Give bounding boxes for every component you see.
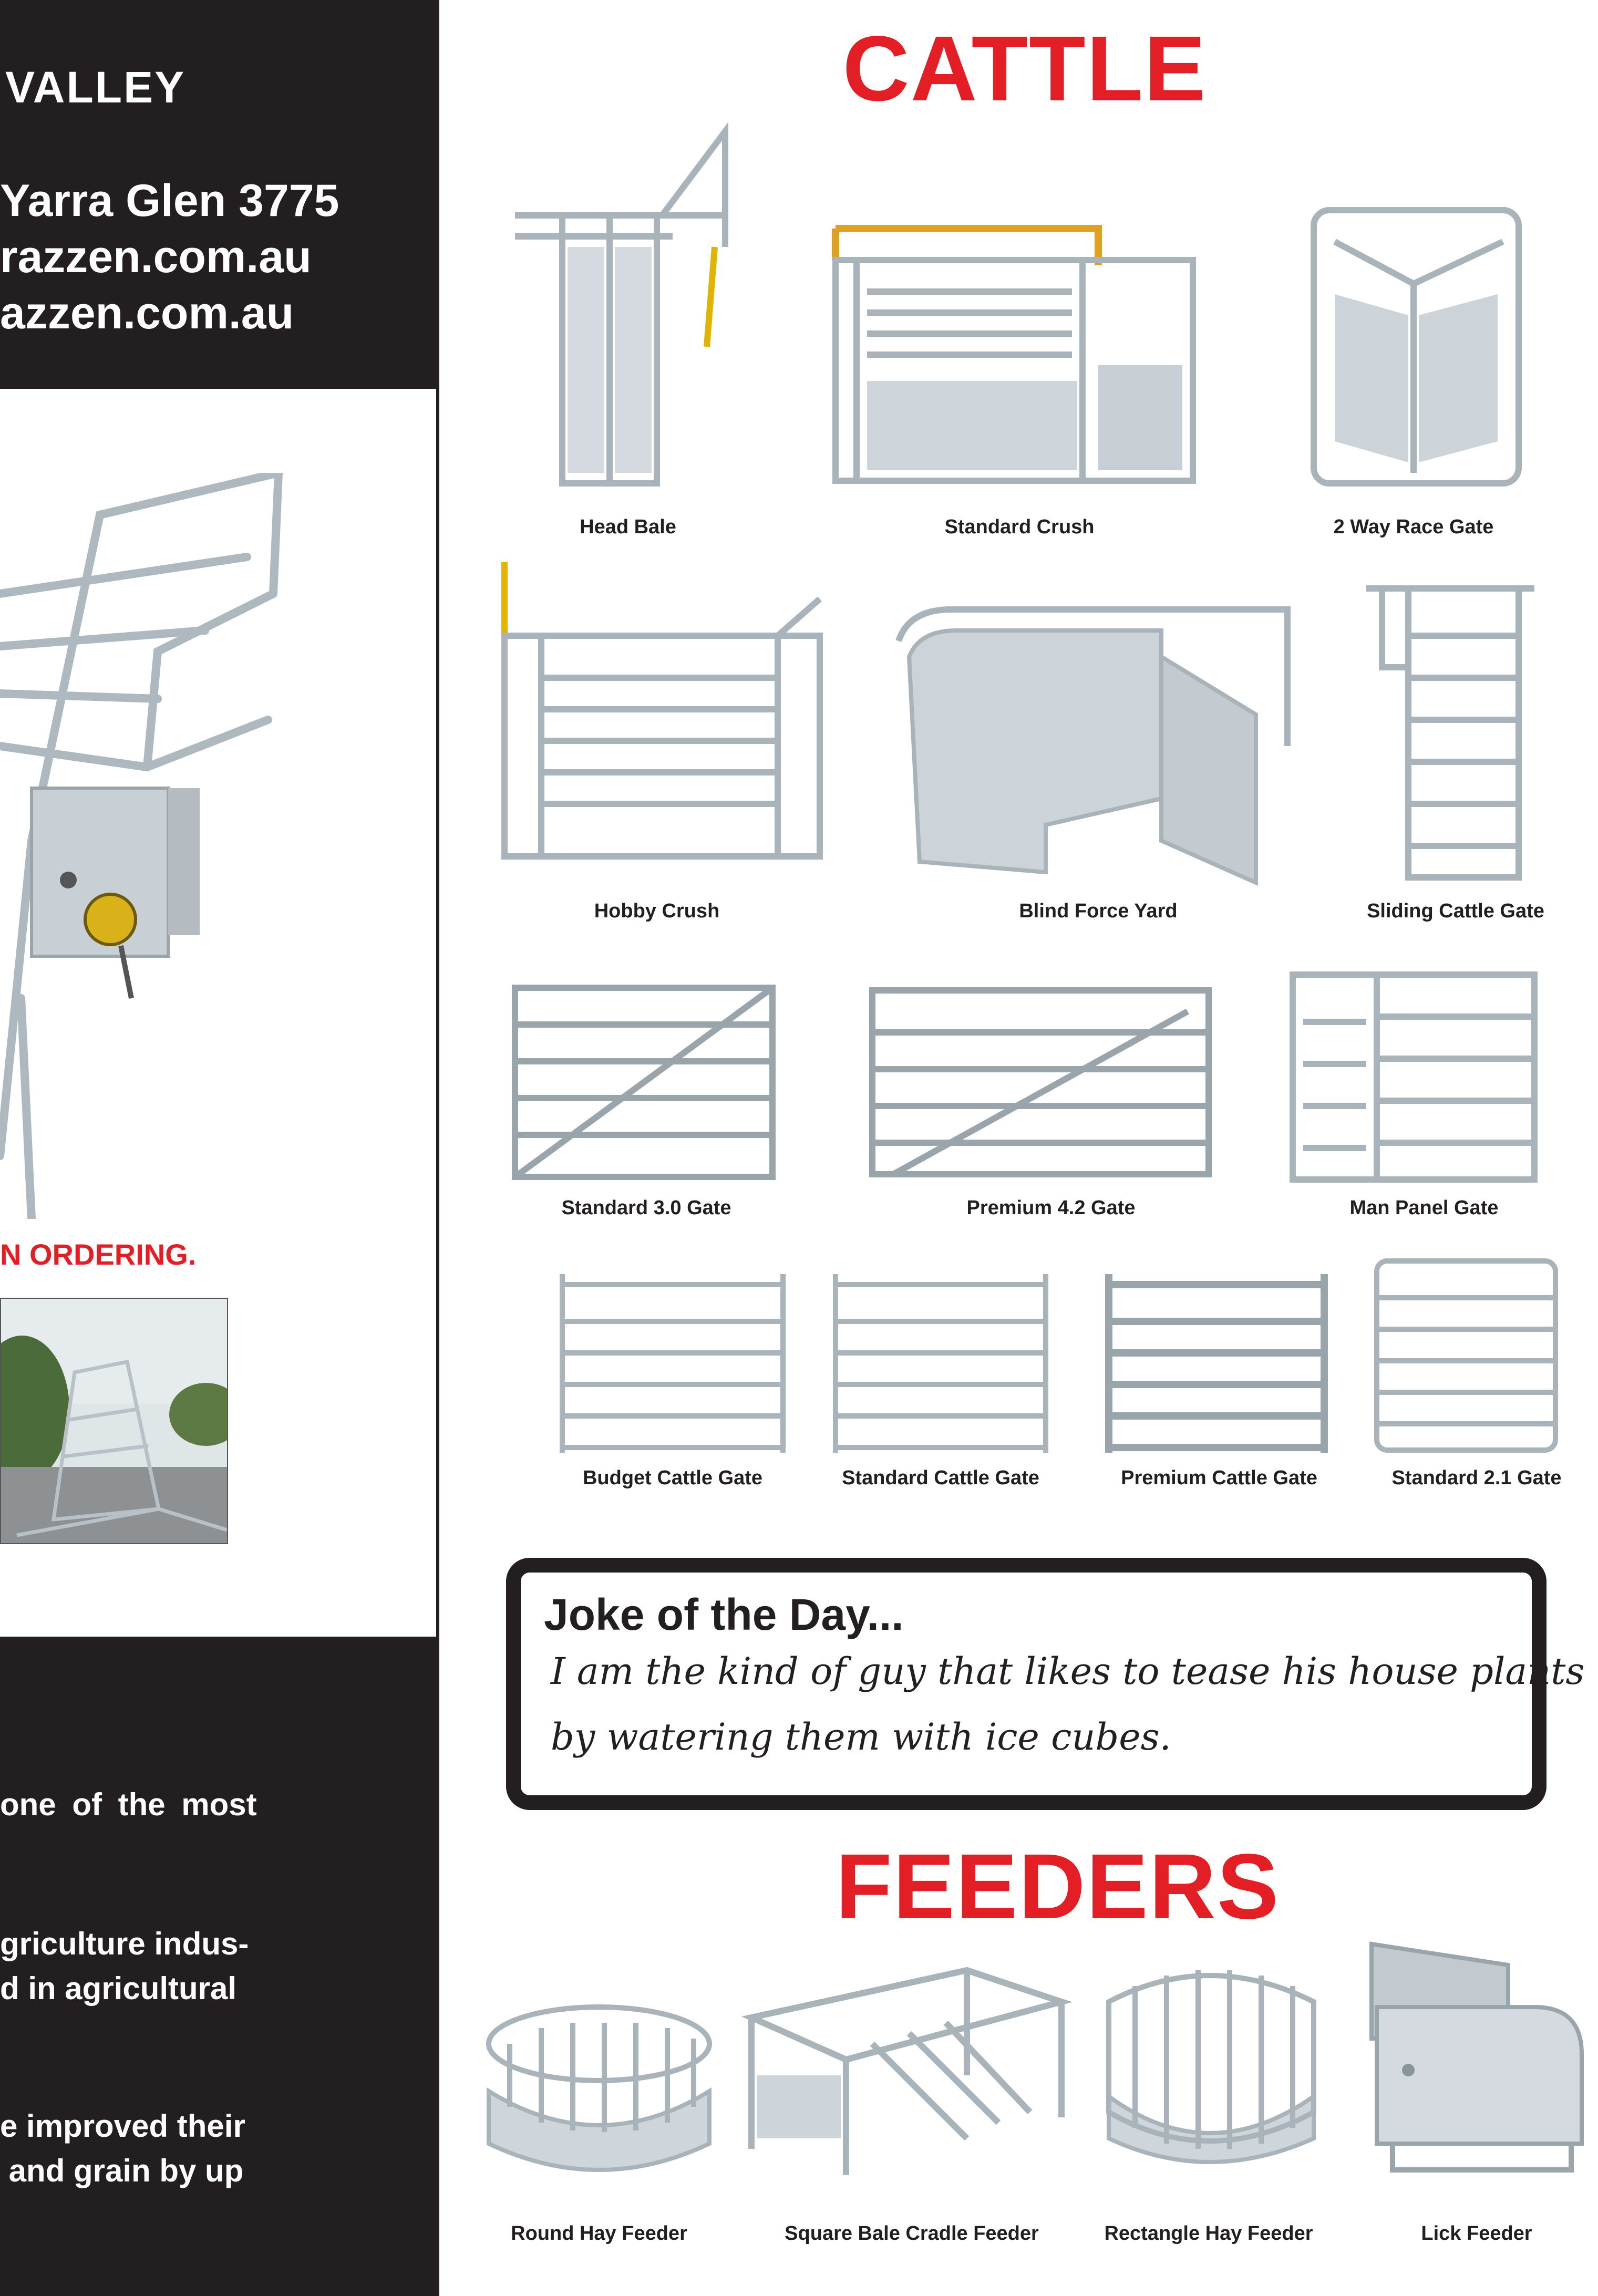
about-line-4: e improved their: [0, 2108, 245, 2144]
sliding-cattle-gate-image: [1361, 573, 1540, 888]
two-way-race-gate-caption: 2 Way Race Gate: [1333, 516, 1494, 538]
hobby-crush-image: [494, 552, 830, 867]
about-line-3: d in agricultural: [0, 1971, 237, 2006]
joke-line-2: by watering them with ice cubes.: [551, 1715, 1171, 1759]
head-bale-image: [504, 121, 746, 499]
email-line: razzen.com.au: [0, 232, 312, 282]
man-panel-gate-caption: Man Panel Gate: [1349, 1197, 1499, 1219]
address-line: Yarra Glen 3775: [0, 175, 339, 226]
premium-cattle-gate-caption: Premium Cattle Gate: [1121, 1467, 1317, 1489]
standard-crush-image: [825, 181, 1219, 491]
joke-line-1: I am the kind of guy that likes to tease his house plants: [551, 1650, 1585, 1693]
feeders-heading: FEEDERS: [836, 1835, 1280, 1938]
about-line-5: and grain by up: [0, 2153, 244, 2188]
trailer-photo: [0, 1298, 228, 1544]
sliding-cattle-gate-caption: Sliding Cattle Gate: [1367, 900, 1544, 922]
blind-force-yard-image: [888, 578, 1303, 893]
standard-2-1-gate-caption: Standard 2.1 Gate: [1391, 1467, 1562, 1489]
lick-feeder-caption: Lick Feeder: [1421, 2222, 1532, 2245]
standard-3-gate-image: [504, 977, 783, 1187]
standard-3-gate-caption: Standard 3.0 Gate: [561, 1197, 731, 1219]
round-hay-feeder-caption: Round Hay Feeder: [511, 2222, 687, 2245]
about-panel: [0, 1637, 436, 2296]
square-bale-cradle-feeder-image: [741, 1960, 1072, 2180]
lick-feeder-image: [1361, 1933, 1592, 2180]
man-panel-gate-image: [1282, 964, 1545, 1190]
square-bale-cradle-feeder-caption: Square Bale Cradle Feeder: [785, 2222, 1039, 2245]
about-line-2: griculture indus-: [0, 1926, 249, 1961]
standard-cattle-gate-image: [825, 1264, 1056, 1463]
ordering-notice: N ORDERING.: [0, 1238, 197, 1271]
budget-cattle-gate-image: [552, 1264, 793, 1463]
panel-title: VALLEY: [5, 63, 186, 112]
standard-crush-caption: Standard Crush: [944, 516, 1095, 538]
premium-4-2-gate-caption: Premium 4.2 Gate: [966, 1197, 1136, 1219]
blind-force-yard-caption: Blind Force Yard: [1019, 900, 1178, 922]
standard-cattle-gate-caption: Standard Cattle Gate: [842, 1467, 1039, 1489]
round-hay-feeder-image: [473, 1986, 725, 2191]
two-way-race-gate-image: [1303, 200, 1529, 494]
premium-4-2-gate-image: [862, 980, 1219, 1185]
standard-2-1-gate-image: [1366, 1250, 1566, 1461]
crush-trailer-photo: [0, 473, 294, 1219]
premium-cattle-gate-image: [1098, 1264, 1335, 1463]
rectangle-hay-feeder-caption: Rectangle Hay Feeder: [1104, 2222, 1313, 2245]
trailer-photo-drawing: [1, 1299, 227, 1543]
hobby-crush-caption: Hobby Crush: [594, 900, 720, 922]
rectangle-hay-feeder-image: [1088, 1939, 1329, 2186]
column-divider: [436, 0, 439, 2296]
about-line-1: one of the most: [0, 1787, 257, 1822]
budget-cattle-gate-caption: Budget Cattle Gate: [582, 1467, 763, 1489]
head-bale-caption: Head Bale: [580, 516, 676, 538]
website-line: azzen.com.au: [0, 288, 294, 338]
cattle-heading: CATTLE: [842, 17, 1207, 120]
joke-title: Joke of the Day...: [544, 1590, 904, 1639]
